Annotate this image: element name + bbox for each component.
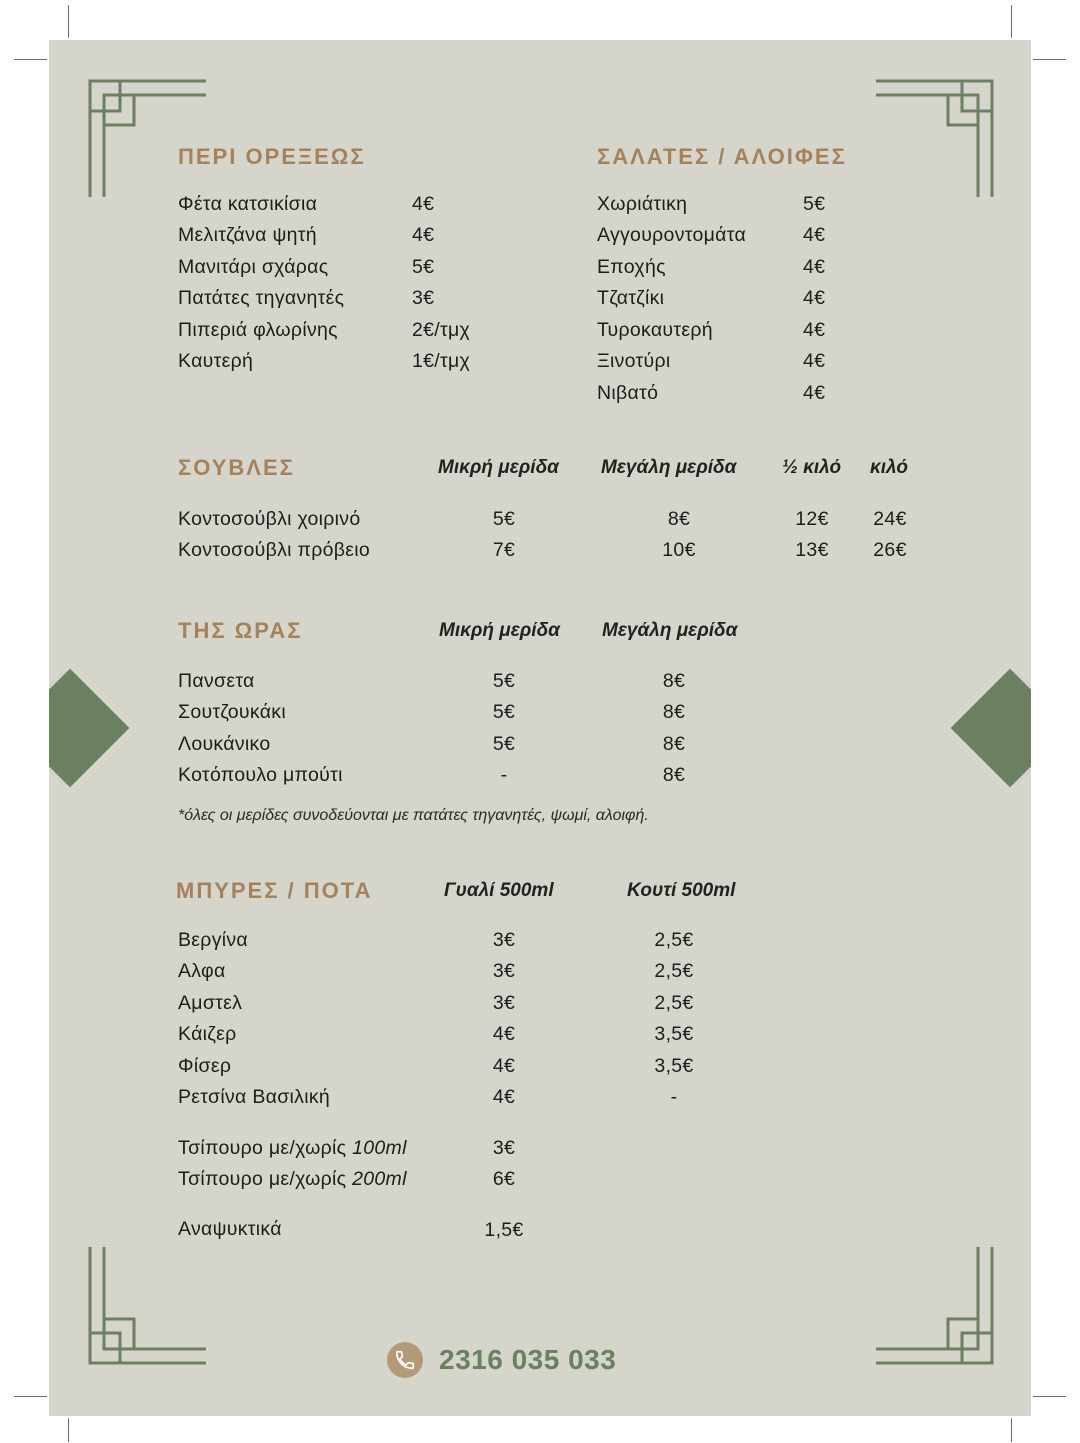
menu-item-name: Τζατζίκι	[597, 287, 665, 309]
menu-item-name: Λουκάνικο	[178, 733, 271, 755]
crop-mark	[68, 5, 69, 38]
phone-number[interactable]: 2316 035 033	[439, 1344, 617, 1375]
menu-item-price: 3,5€	[654, 1055, 694, 1077]
menu-item-price: 4€	[492, 1023, 516, 1045]
menu-item-name: Πιπεριά φλωρίνης	[178, 319, 338, 341]
menu-item-name: Αγγουροντομάτα	[597, 224, 747, 246]
menu-item-price: 3€	[492, 929, 516, 951]
crop-mark	[14, 59, 47, 60]
column-header: Μεγάλη μερίδα	[602, 620, 738, 641]
menu-item-price: 3€	[492, 960, 516, 982]
menu-item-price: 1,5€	[484, 1219, 524, 1241]
crop-mark	[1011, 1418, 1012, 1442]
menu-item-name: Φίσερ	[178, 1055, 232, 1077]
menu-item-price: 8€	[662, 764, 686, 786]
menu-item-price: 4€	[803, 350, 826, 372]
menu-item-name: Αναψυκτικά	[178, 1218, 282, 1240]
column-header: ½ κιλό	[782, 457, 842, 478]
menu-item-price: 6€	[492, 1168, 516, 1190]
appetizers-heading: ΠΕΡΙ ΟΡΕΞΕΩΣ	[178, 144, 366, 169]
menu-item-price: 4€	[412, 193, 435, 215]
left-diamond-ornament	[49, 669, 129, 788]
menu-item-name	[178, 1168, 407, 1191]
menu-item-price: 4€	[492, 1055, 516, 1077]
menu-item-price: 12€	[795, 508, 829, 530]
menu-item-name-main: Τσίπουρο με/χωρίς	[178, 1168, 353, 1190]
crop-mark	[14, 1396, 47, 1397]
menu-item-price: 8€	[662, 701, 686, 723]
menu-item-price: 4€	[412, 224, 435, 246]
menu-item-price: 4€	[803, 287, 826, 309]
menu-item-price: 3,5€	[654, 1023, 694, 1045]
menu-item-price: 1€/τμχ	[412, 350, 471, 372]
column-header: Κουτί 500ml	[627, 880, 736, 901]
menu-item-price: 4€	[803, 382, 826, 404]
menu-item-price: 5€	[492, 508, 516, 530]
menu-item-price: 26€	[873, 539, 907, 561]
menu-item-name-volume: 100ml	[352, 1137, 407, 1159]
menu-item-name: Κοτόπουλο μπούτι	[178, 764, 343, 786]
menu-item-price: 2,5€	[654, 960, 694, 982]
phone-icon	[387, 1342, 423, 1378]
column-header: Μικρή μερίδα	[438, 457, 559, 478]
menu-item-price: 2,5€	[654, 992, 694, 1014]
menu-item-price: 4€	[803, 224, 826, 246]
menu-item-name: Πατάτες τηγανητές	[178, 287, 345, 309]
right-diamond-ornament	[951, 669, 1031, 788]
menu-item-name: Αμστελ	[178, 992, 243, 1014]
corner-ornament-icon	[86, 77, 206, 197]
column-header: κιλό	[870, 457, 908, 478]
menu-item-name	[178, 1137, 407, 1160]
menu-item-price: 3€	[492, 992, 516, 1014]
menu-item-price: 4€	[492, 1086, 516, 1108]
menu-item-price: 10€	[662, 539, 696, 561]
menu-item-price: 5€	[492, 701, 516, 723]
menu-item-price: 5€	[492, 733, 516, 755]
souvlaki-heading: ΣΟΥΒΛΕΣ	[178, 455, 295, 480]
menu-item-name: Καυτερή	[178, 350, 254, 372]
menu-item-name-volume: 200ml	[352, 1168, 407, 1190]
menu-item-price: 3€	[492, 1137, 516, 1159]
crop-mark	[1033, 1396, 1066, 1397]
menu-item-price: 3€	[412, 287, 435, 309]
menu-item-price: -	[500, 764, 508, 786]
crop-mark	[68, 1418, 69, 1442]
grill-heading: ΤΗΣ ΩΡΑΣ	[178, 618, 303, 643]
menu-item-name: Κοντοσούβλι χοιρινό	[178, 508, 361, 530]
menu-item-price: 8€	[662, 670, 686, 692]
menu-item-name: Αλφα	[178, 960, 226, 982]
column-header: Μεγάλη μερίδα	[601, 457, 737, 478]
menu-item-name: Κοντοσούβλι πρόβειο	[178, 539, 371, 561]
menu-item-price: 2€/τμχ	[412, 319, 471, 341]
menu-item-name: Κάιζερ	[178, 1023, 237, 1045]
menu-item-price: 13€	[795, 539, 829, 561]
menu-item-name: Εποχής	[597, 256, 666, 278]
column-header: Γυαλί 500ml	[444, 880, 554, 901]
corner-ornament-icon	[86, 1247, 206, 1367]
column-header: Μικρή μερίδα	[439, 620, 560, 641]
corner-ornament-icon	[876, 77, 996, 197]
menu-item-name: Ξινοτύρι	[597, 350, 671, 372]
menu-item-name: Νιβατό	[597, 382, 659, 404]
menu-item-name: Ρετσίνα Βασιλική	[178, 1086, 331, 1108]
menu-item-price: 2,5€	[654, 929, 694, 951]
menu-item-name: Χωριάτικη	[597, 193, 688, 215]
menu-item-name-main: Τσίπουρο με/χωρίς	[178, 1137, 353, 1159]
menu-item-price: 7€	[492, 539, 516, 561]
menu-item-name: Μανιτάρι σχάρας	[178, 256, 329, 278]
menu-item-price: 8€	[662, 733, 686, 755]
drinks-heading: ΜΠΥΡΕΣ / ΠΟΤΑ	[176, 878, 373, 903]
menu-item-price: 4€	[803, 256, 826, 278]
salads-heading: ΣΑΛΑΤΕΣ / ΑΛΟΙΦΕΣ	[597, 144, 847, 169]
menu-item-price: 5€	[803, 193, 826, 215]
corner-ornament-icon	[876, 1247, 996, 1367]
menu-item-price: 5€	[412, 256, 435, 278]
menu-item-name: Πανσετα	[178, 670, 255, 692]
menu-item-name: Φέτα κατσικίσια	[178, 193, 318, 215]
crop-mark	[1011, 5, 1012, 38]
menu-item-price: -	[670, 1086, 678, 1108]
grill-note: *όλες οι μερίδες συνοδεύονται με πατάτες τηγανητές, ψωμί, αλοιφή.	[178, 807, 649, 824]
crop-mark	[1033, 59, 1066, 60]
menu-item-name: Σουτζουκάκι	[178, 701, 286, 723]
menu-item-name: Τυροκαυτερή	[597, 319, 713, 341]
menu-item-price: 24€	[873, 508, 907, 530]
menu-item-price: 8€	[667, 508, 691, 530]
menu-card	[49, 40, 1031, 1416]
menu-item-price: 4€	[803, 319, 826, 341]
menu-item-name: Μελιτζάνα ψητή	[178, 224, 317, 246]
phone-contact[interactable]	[387, 1340, 616, 1380]
menu-item-price: 5€	[492, 670, 516, 692]
menu-item-name: Βεργίνα	[178, 929, 248, 951]
